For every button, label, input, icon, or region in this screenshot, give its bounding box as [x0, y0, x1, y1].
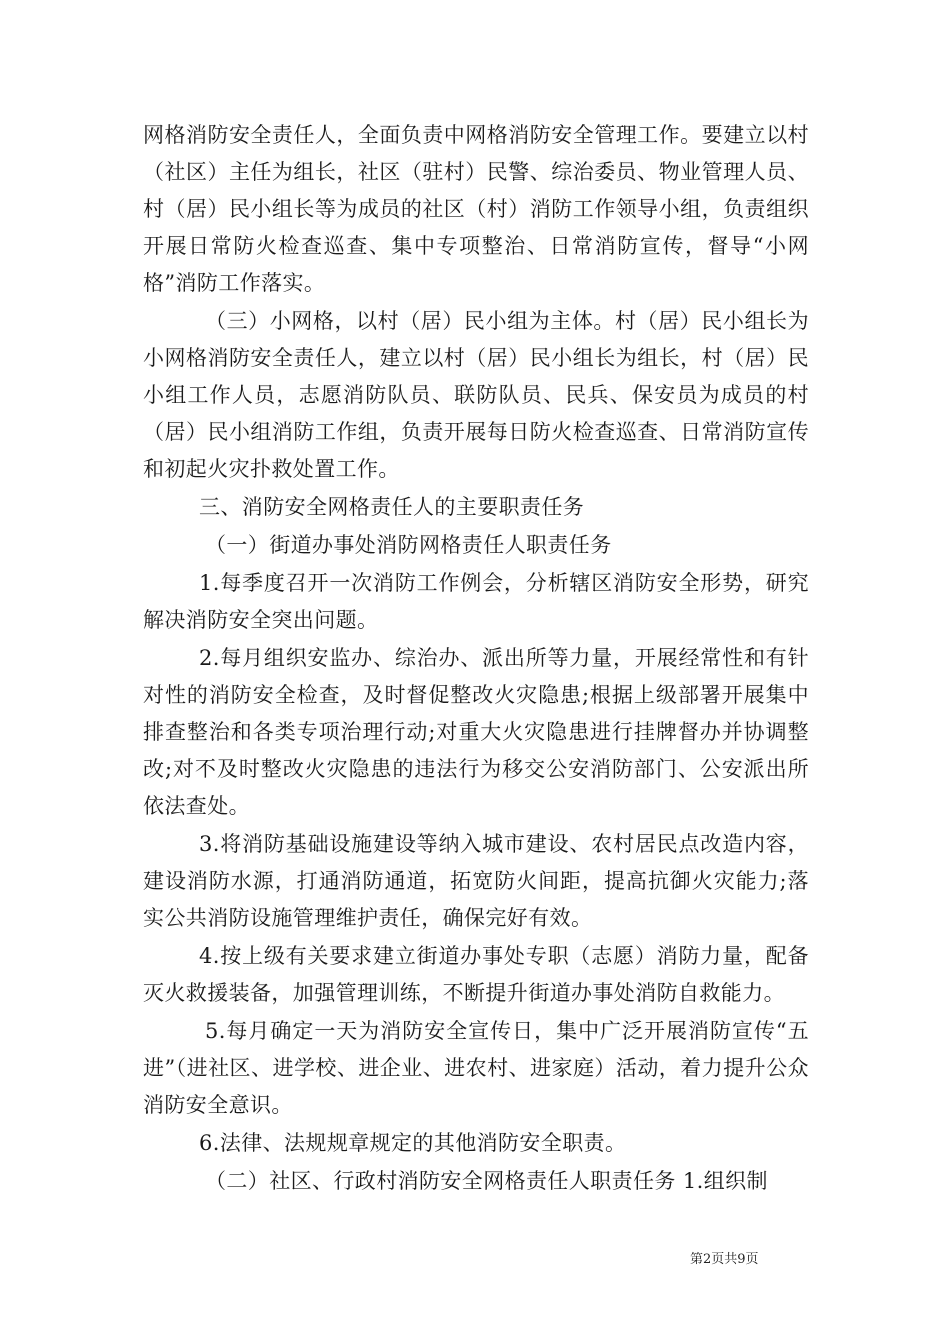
- list-item-3: 3.将消防基础设施建设等纳入城市建设、农村居民点改造内容，建设消防水源，打通消防通道，拓宽防火间距，提高抗御火灾能力;落实公共消防设施管理维护责任，确保完好有效。: [143, 832, 809, 930]
- section-heading-main-duties: 三、消防安全网格责任人的主要职责任务: [199, 495, 585, 519]
- list-item-2: 2.每月组织安监办、综治办、派出所等力量，开展经常性和有针对性的消防安全检查，及时督促整改火灾隐患;根据上级部署开展集中排查整治和各类专项治理行动;对重大火灾隐患进行挂牌督办并协调整改;对不及时整改火灾隐患的违法行为移交公安消防部门、公安派出所依法查处。: [143, 646, 809, 818]
- list-item-6: 6.法律、法规规章规定的其他消防安全职责。: [199, 1131, 627, 1155]
- list-item-5: 5.每月确定一天为消防安全宣传日，集中广泛开展消防宣传“五进”（进社区、进学校、进企业、进农村、进家庭）活动，着力提升公众消防安全意识。: [143, 1019, 809, 1117]
- list-item-4: 4.按上级有关要求建立街道办事处专职（志愿）消防力量，配备灭火救援装备，加强管理训练，不断提升街道办事处消防自救能力。: [143, 944, 809, 1005]
- document-body: [143, 117, 809, 1201]
- paragraph-grid-duty-continued: 网格消防安全责任人，全面负责中网格消防安全管理工作。要建立以村（社区）主任为组长，社区（驻村）民警、综治委员、物业管理人员、村（居）民小组长等为成员的社区（村）消防工作领导小组，负责组织开展日常防火检查巡查、集中专项整治、日常消防宣传，督导“小网格”消防工作落实。: [143, 123, 809, 295]
- subsection-heading-community: （二）社区、行政村消防安全网格责任人职责任务 1.组织制: [205, 1169, 768, 1193]
- list-item-1: 1.每季度召开一次消防工作例会，分析辖区消防安全形势，研究解决消防安全突出问题。: [143, 571, 809, 632]
- paragraph-small-grid: （三）小网格，以村（居）民小组为主体。村（居）民小组长为小网格消防安全责任人，建立以村（居）民小组长为组长，村（居）民小组工作人员，志愿消防队员、联防队员、民兵、保安员为成员的村（居）民小组消防工作组，负责开展每日防火检查巡查、日常消防宣传和初起火灾扑救处置工作。: [143, 309, 809, 481]
- subsection-heading-street-office: （一）街道办事处消防网格责任人职责任务: [205, 533, 612, 557]
- page-number-footer: 第2页共9页: [690, 1252, 759, 1267]
